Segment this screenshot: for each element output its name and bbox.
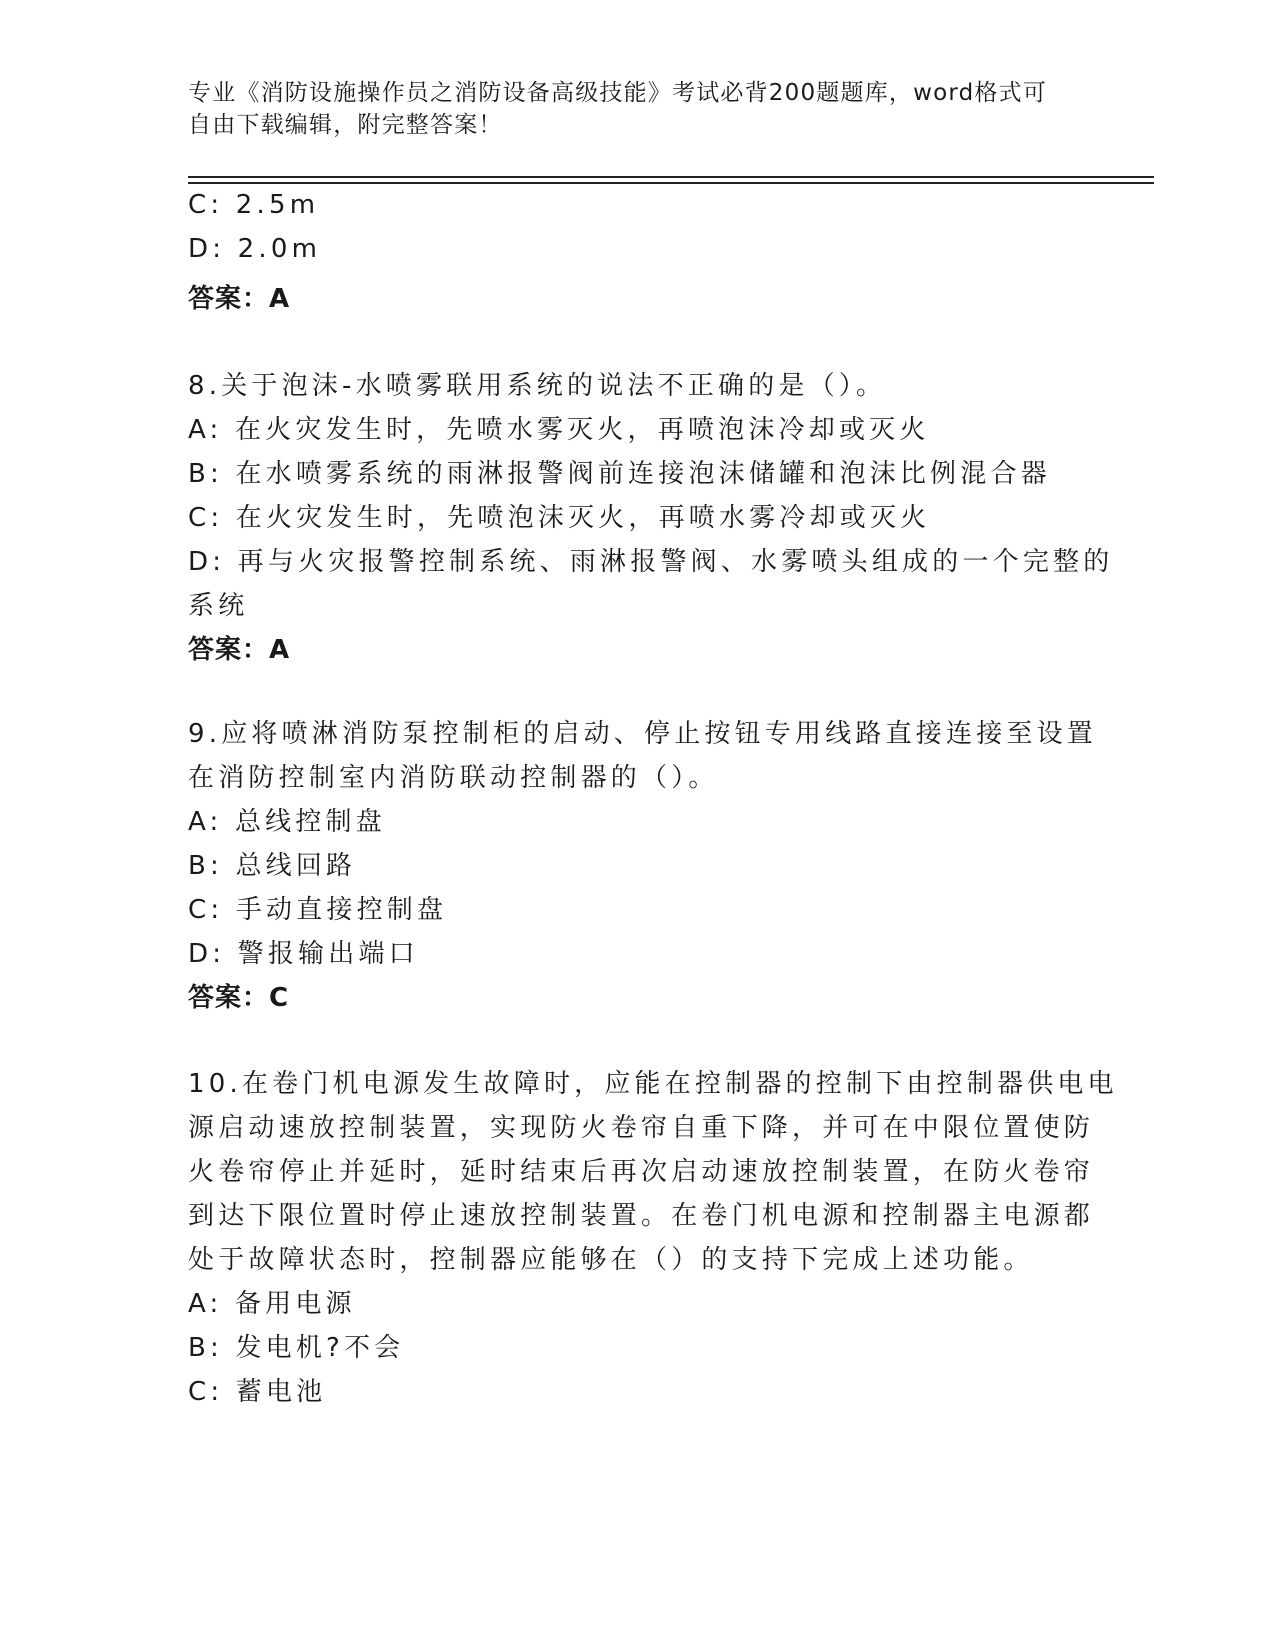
option-b: B: 发电机?不会 [188, 1333, 405, 1363]
option-d-continued: 系统 [188, 591, 249, 621]
question-9-continued: 在消防控制室内消防联动控制器的（）。 [188, 763, 719, 793]
question-10-continued: 源启动速放控制装置，实现防火卷帘自重下降，并可在中限位置使防 [188, 1113, 1095, 1143]
question-10-continued: 处于故障状态时，控制器应能够在（）的支持下完成上述功能。 [188, 1245, 1034, 1275]
answer: 答案：C [188, 983, 290, 1013]
option-b: B: 总线回路 [188, 851, 357, 881]
option-c: C: 蓄电池 [188, 1377, 327, 1407]
option-a: A: 备用电源 [188, 1289, 356, 1319]
question-8: 8.关于泡沫-水喷雾联用系统的说法不正确的是（）。 [188, 371, 887, 401]
option-d: D: 再与火灾报警控制系统、雨淋报警阀、水雾喷头组成的一个完整的 [188, 547, 1114, 577]
answer: 答案：A [188, 284, 291, 314]
option-c: C: 手动直接控制盘 [188, 895, 448, 925]
option-c: C: 2.5m [188, 190, 320, 220]
header-rule-top [188, 176, 1154, 178]
answer: 答案：A [188, 635, 291, 665]
header-title-line-2: 自由下载编辑，附完整答案！ [188, 112, 503, 138]
option-a: A: 在火灾发生时，先喷水雾灭火，再喷泡沫冷却或灭火 [188, 415, 930, 445]
option-b: B: 在水喷雾系统的雨淋报警阀前连接泡沫储罐和泡沫比例混合器 [188, 459, 1051, 489]
option-d: D: 2.0m [188, 234, 322, 264]
option-a: A: 总线控制盘 [188, 807, 386, 837]
question-9: 9.应将喷淋消防泵控制柜的启动、停止按钮专用线路直接连接至设置 [188, 719, 1098, 749]
option-d: D: 警报输出端口 [188, 939, 419, 969]
question-10-continued: 火卷帘停止并延时，延时结束后再次启动速放控制装置，在防火卷帘 [188, 1157, 1095, 1187]
header-title-line-1: 专业《消防设施操作员之消防设备高级技能》考试必背200题题库，word格式可 [188, 80, 1048, 106]
header-rule-bottom [188, 182, 1154, 184]
option-c: C: 在火灾发生时，先喷泡沫灭火，再喷水雾冷却或灭火 [188, 503, 931, 533]
question-10-continued: 到达下限位置时停止速放控制装置。在卷门机电源和控制器主电源都 [188, 1201, 1095, 1231]
question-10: 10.在卷门机电源发生故障时，应能在控制器的控制下由控制器供电电 [188, 1069, 1118, 1099]
